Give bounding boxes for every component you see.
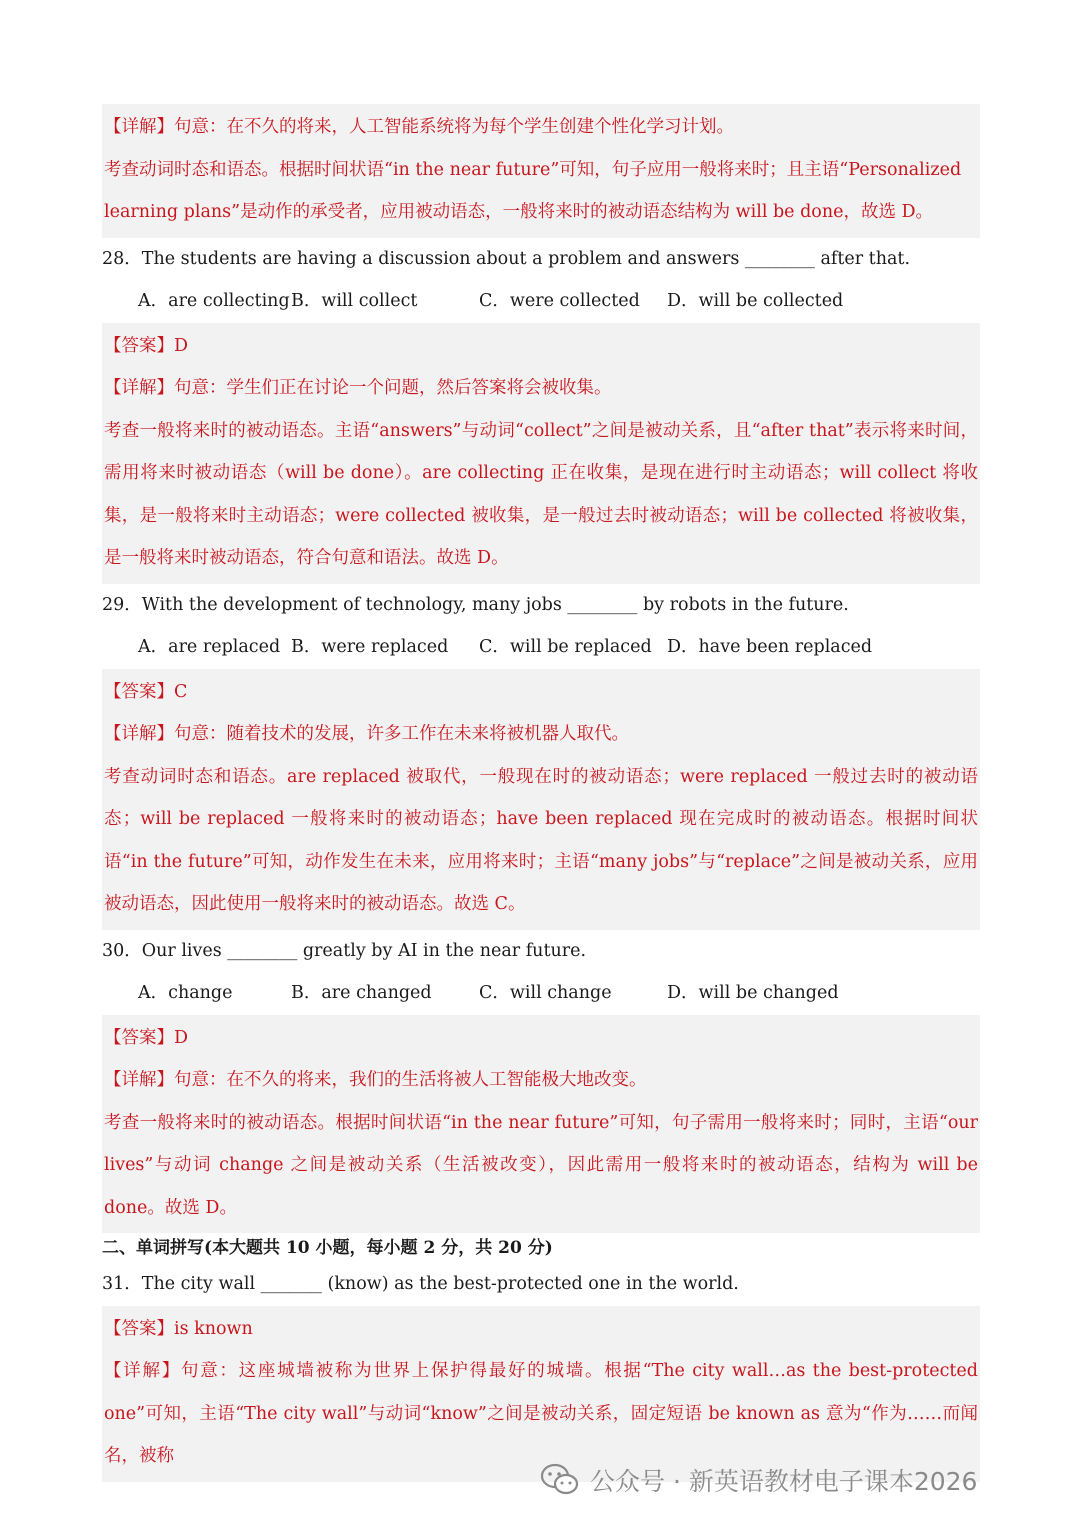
option-c: C．will be replaced	[479, 637, 652, 657]
option-d: D．will be changed	[667, 983, 839, 1003]
option-d: D．have been replaced	[667, 637, 873, 657]
question-31-stem: 31．The city wall _______ (know) as the best-protected one in the world.	[102, 1274, 739, 1294]
option-c: C．will change	[479, 983, 612, 1003]
explanation-text: 【详解】句意：这座城墙被称为世界上保护得最好的城墙。根据“The city wall…as the best-protected one”可知，主语“The city wall”与动词“know”之间是被动关系，固定短语 be known as 意为“作为……而闻名，被称	[104, 1361, 978, 1466]
answer-label: 【答案】is known	[104, 1318, 253, 1339]
option-a: A．change	[138, 983, 233, 1003]
option-c: C．were collected	[479, 291, 640, 311]
answer-box-28	[102, 323, 980, 584]
explanation-text: 考查动词时态和语态。are replaced 被取代，一般现在时的被动语态；were replaced 一般过去时的被动语态；will be replaced 一般将来时的被动语态；have been replaced 现在完成时的被动语态。根据时间状语“in the future”可知，动作发生在未来，应用将来时；主语“many jobs”与“replace”之间是被动关系，应用被动语态，因此使用一般将来时的被动语态。故选 C。	[104, 766, 978, 914]
option-a: A．are replaced	[138, 637, 281, 657]
question-29-stem: 29．With the development of technology, many jobs ________ by robots in the future.	[102, 594, 849, 615]
detail-line: 【详解】句意：在不久的将来，我们的生活将被人工智能极大地改变。	[104, 1070, 647, 1090]
explanation-line: learning plans”是动作的承受者，应用被动语态，一般将来时的被动语态结构为 will be done，故选 D。	[104, 202, 934, 222]
explanation-text: 考查一般将来时的被动语态。根据时间状语“in the near future”可知，句子需用一般将来时；同时，主语“our lives”与动词 change 之间是被动关系（生活被改变），因此需用一般将来时的被动语态，结构为 will be done。故选 D。	[104, 1112, 978, 1218]
option-b: B．will collect	[291, 291, 418, 311]
detail-line: 【详解】句意：学生们正在讨论一个问题，然后答案将会被收集。	[104, 378, 612, 398]
section-heading: 二、单词拼写(本大题共 10 小题，每小题 2 分，共 20 分)	[102, 1238, 553, 1258]
question-28-stem: 28．The students are having a discussion about a problem and answers ________ after that.	[102, 248, 911, 269]
option-d: D．will be collected	[667, 291, 844, 311]
watermark	[540, 1462, 977, 1498]
question-30-stem: 30．Our lives ________ greatly by AI in the near future.	[102, 940, 587, 961]
watermark-text: 公众号 · 新英语教材电子课本2026	[590, 1467, 978, 1496]
answer-label: 【答案】D	[104, 335, 189, 356]
answer-box-31	[102, 1306, 980, 1482]
option-b: B．were replaced	[291, 637, 449, 657]
question-30-options	[102, 972, 980, 1015]
answer-box-30	[102, 1015, 980, 1234]
wechat-icon	[540, 1463, 580, 1497]
answer-box-29	[102, 669, 980, 930]
question-29-options	[102, 626, 980, 669]
option-a: A．are collecting	[138, 291, 290, 311]
detail-line: 【详解】句意：随着技术的发展，许多工作在未来将被机器人取代。	[104, 724, 629, 744]
answer-label: 【答案】D	[104, 1027, 189, 1048]
explanation-text: 考查一般将来时的被动语态。主语“answers”与动词“collect”之间是被动关系，且“after that”表示将来时间，需用将来时被动语态（will be done）。are collecting 正在收集，是现在进行时主动语态；will collect 将收集，是一般将来时主动语态；were collected 被收集，是一般过去时被动语态；will be collected 将被收集，是一般将来时被动语态，符合句意和语法。故选 D。	[104, 420, 978, 568]
explanation-line: 【详解】句意：在不久的将来，人工智能系统将为每个学生创建个性化学习计划。	[104, 117, 734, 137]
explanation-line: 考查动词时态和语态。根据时间状语“in the near future”可知，句子应用一般将来时；且主语“Personalized	[104, 159, 962, 180]
explanation-box-27	[102, 104, 980, 238]
question-28-options	[102, 280, 980, 323]
option-b: B．are changed	[291, 983, 432, 1003]
document-page	[102, 104, 980, 1482]
answer-label: 【答案】C	[104, 681, 188, 702]
